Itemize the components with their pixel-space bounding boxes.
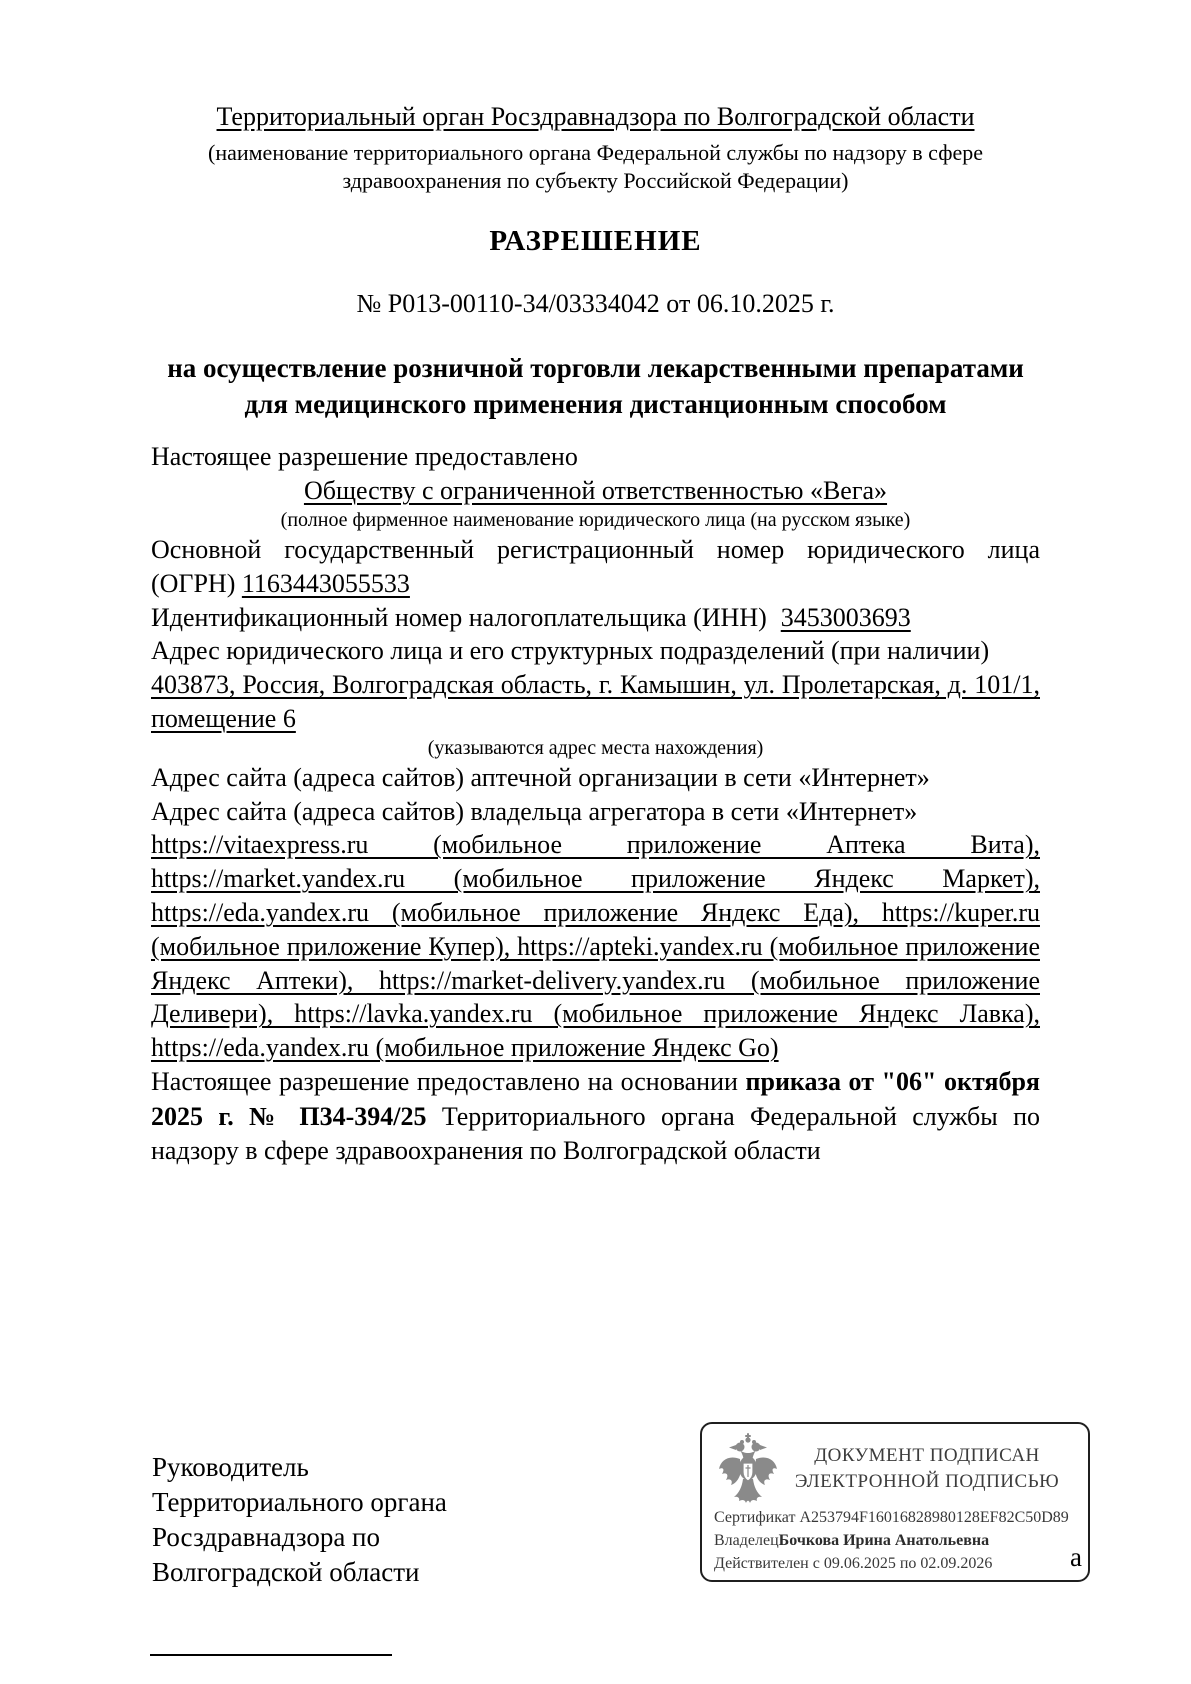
- owner-label: Владелец: [714, 1532, 779, 1549]
- stamp-header: [714, 1433, 1074, 1503]
- basis-suffix: Территориального органа Федеральной службы по надзору в сфере здравоохранения по Волгоградской области: [151, 1101, 1041, 1166]
- basis-paragraph: [151, 1065, 1040, 1169]
- basis-prefix: Настоящее разрешение предоставлено на основании: [151, 1066, 746, 1096]
- inn-label: Идентификационный номер налогоплательщика (ИНН): [151, 602, 767, 632]
- pharmacy-sites-label: Адрес сайта (адреса сайтов) аптечной организации в сети «Интернет»: [151, 762, 930, 792]
- certificate-label: Сертификат: [714, 1509, 800, 1526]
- aggregator-sites-list: https://vitaexpress.ru (мобильное приложение Аптека Вита), https://market.yandex.ru (мобильное приложение Яндекс Маркет), https://eda.yandex.ru (мобильное приложение Яндекс Еда), https://kuper.ru (мобильное приложение Купер), https://apteki.yandex.ru (мобильное приложение Яндекс Аптеки), https://market-delivery.yandex.ru (мобильное приложение Деливери), https://lavka.yandex.ru (мобильное приложение Яндекс Лавка), https://eda.yandex.ru (мобильное приложение Яндекс Go): [151, 830, 1040, 1063]
- stamp-owner-line: [714, 1529, 1074, 1552]
- stamp-title: [780, 1443, 1074, 1494]
- subject-line1: на осуществление розничной торговли лекарственными препаратами: [167, 353, 1024, 384]
- ogrn-value: 1163443055533: [241, 568, 410, 598]
- granted-label: Настоящее разрешение предоставлено: [151, 442, 578, 472]
- company-name: Обществу с ограниченной ответственностью «Вега»: [303, 476, 888, 506]
- address-caption: (указываются адрес места нахождения): [427, 736, 764, 759]
- stamp-details: [714, 1506, 1074, 1575]
- company-name-caption: (полное фирменное наименование юридического лица (на русском языке): [280, 509, 911, 531]
- address-value-text: 403873, Россия, Волгоградская область, г. Камышин, ул. Пролетарская, д. 101/1, помещение 6: [151, 670, 1040, 733]
- signer-title-block: [152, 1450, 447, 1590]
- address-value: [151, 668, 1040, 736]
- signer-line: Территориального органа: [152, 1487, 447, 1517]
- org-name: Территориальный орган Росздравнадзора по Волгоградской области: [216, 102, 975, 131]
- stray-character: а: [1070, 1542, 1082, 1572]
- stamp-title-line1: ДОКУМЕНТ ПОДПИСАН: [814, 1445, 1040, 1466]
- org-caption-line2: здравоохранения по субъекту Российской Федерации): [342, 167, 849, 193]
- coat-of-arms-eagle-icon: [716, 1433, 780, 1503]
- signer-line: Руководитель: [152, 1452, 309, 1482]
- document-number: № Р013-00110-34/03334042 от 06.10.2025 г.: [356, 289, 835, 319]
- electronic-signature-stamp: [700, 1422, 1090, 1582]
- signer-line: Росздравнадзора по: [152, 1522, 381, 1552]
- ogrn-label: Основной государственный регистрационный номер юридического лица (ОГРН): [151, 535, 1040, 598]
- aggregator-sites-label: Адрес сайта (адреса сайтов) владельца агрегатора в сети «Интернет»: [151, 796, 918, 826]
- basis-order-number: приказа от "06" октября 2025 г. № П34-394/25: [151, 1066, 1040, 1131]
- ogrn-line: [151, 533, 1040, 601]
- subject-line2: для медицинского применения дистанционным способом: [244, 388, 947, 419]
- org-caption-line1: (наименование территориального органа Федеральной службы по надзору в сфере: [208, 139, 983, 165]
- stamp-title-line2: ЭЛЕКТРОННОЙ ПОДПИСЬЮ: [794, 1470, 1060, 1492]
- signer-line: Волгоградской области: [152, 1557, 420, 1587]
- address-label: Адрес юридического лица и его структурных подразделений (при наличии): [151, 636, 990, 666]
- stamp-certificate-line: [714, 1506, 1074, 1529]
- inn-value: 3453003693: [780, 602, 911, 632]
- inn-line: [151, 601, 1040, 635]
- stamp-validity-line: Действителен с 09.06.2025 по 02.09.2026: [714, 1555, 993, 1572]
- aggregator-sites-block: [151, 795, 1040, 1065]
- signature-line: [150, 1654, 392, 1656]
- owner-name: Бочкова Ирина Анатольевна: [778, 1532, 990, 1549]
- certificate-value: A253794F16016828980128EF82C50D89: [799, 1509, 1069, 1526]
- permit-subject: [151, 351, 1040, 422]
- org-name-caption: [151, 139, 1040, 195]
- document-title: РАЗРЕШЕНИЕ: [489, 224, 702, 257]
